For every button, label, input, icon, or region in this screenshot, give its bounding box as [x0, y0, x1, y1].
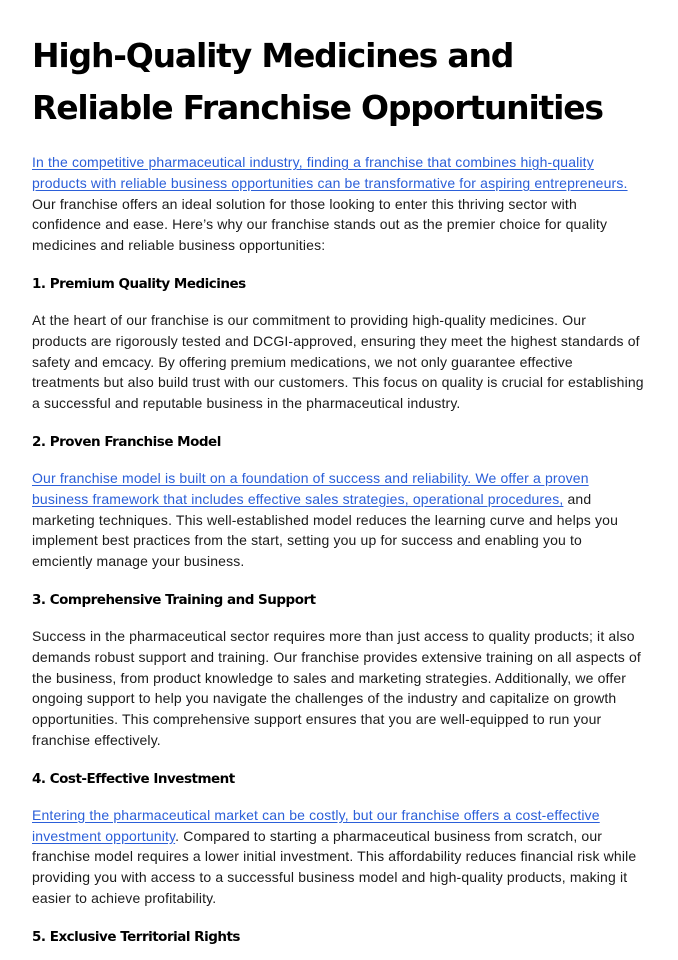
- section-text: Success in the pharmaceutical sector requires more than just access to quality products; it also demands robust support and training. Our franchise provides extensive training on all aspects of the business, from product knowledge to sales and marketing strategies. Additionally, we offer ongoing support to help you navigate the challenges of the industry and capitalize on growth opportunities. This comprehensive support ensures that you are well-equipped to run your franchise effectively.: [32, 627, 641, 748]
- page-title: [32, 30, 644, 134]
- section-paragraph-cost-effective: [32, 805, 644, 909]
- section-paragraph-premium-quality: [32, 310, 644, 414]
- section-heading-cost-effective: 4. Cost-Effective Investment: [32, 770, 235, 787]
- page-title-line-2: Reliable Franchise Opportunities: [32, 88, 603, 127]
- section-paragraph-training-support: [32, 626, 644, 751]
- section-heading-premium-quality: 1. Premium Quality Medicines: [32, 275, 246, 292]
- intro-text: Our franchise offers an ideal solution for those looking to enter this thriving sector with confidence and ease. Here’s why our franchise stands out as the premier choice for quality medicines and reliable business opportunities:: [32, 195, 608, 254]
- section-heading-training-support: 3. Comprehensive Training and Support: [32, 591, 316, 608]
- intro-link[interactable]: In the competitive pharmaceutical industry, finding a franchise that combines high-quality products with reliable business opportunities can be transformative for aspiring entrepreneurs.: [32, 154, 628, 191]
- section-text: At the heart of our franchise is our commitment to providing high-quality medicines. Our products are rigorously tested and DCGI-approved, ensuring they meet the highest standards of safety and emcacy. By offering premium medications, we not only guarantee effective treatments but also build trust with our customers. This focus on quality is crucial for establishing a successful and reputable business in the pharmaceutical industry.: [32, 311, 644, 412]
- section-text: and marketing techniques. This well-established model reduces the learning curve and helps you implement best practices from the start, setting you up for success and enabling you to emciently manage your business.: [32, 490, 619, 570]
- section-paragraph-proven-model: [32, 468, 644, 572]
- investment-link[interactable]: Entering the pharmaceutical market can be costly, but our franchise offers a cost-effective investment opportunity: [32, 806, 600, 844]
- franchise-model-link[interactable]: Our franchise model is built on a foundation of success and reliability. We offer a proven business framework that includes effective sales strategies, operational procedures,: [32, 469, 589, 507]
- intro-paragraph: [32, 152, 644, 256]
- section-heading-proven-model: 2. Proven Franchise Model: [32, 433, 221, 450]
- page-title-line-1: High-Quality Medicines and: [32, 36, 514, 75]
- section-heading-territorial-rights: 5. Exclusive Territorial Rights: [32, 928, 240, 945]
- section-text: . Compared to starting a pharmaceutical business from scratch, our franchise model requires a lower initial investment. This affordability reduces financial risk while providing you with access to a successful business model and high-quality products, making it easier to achieve profitability.: [32, 827, 637, 906]
